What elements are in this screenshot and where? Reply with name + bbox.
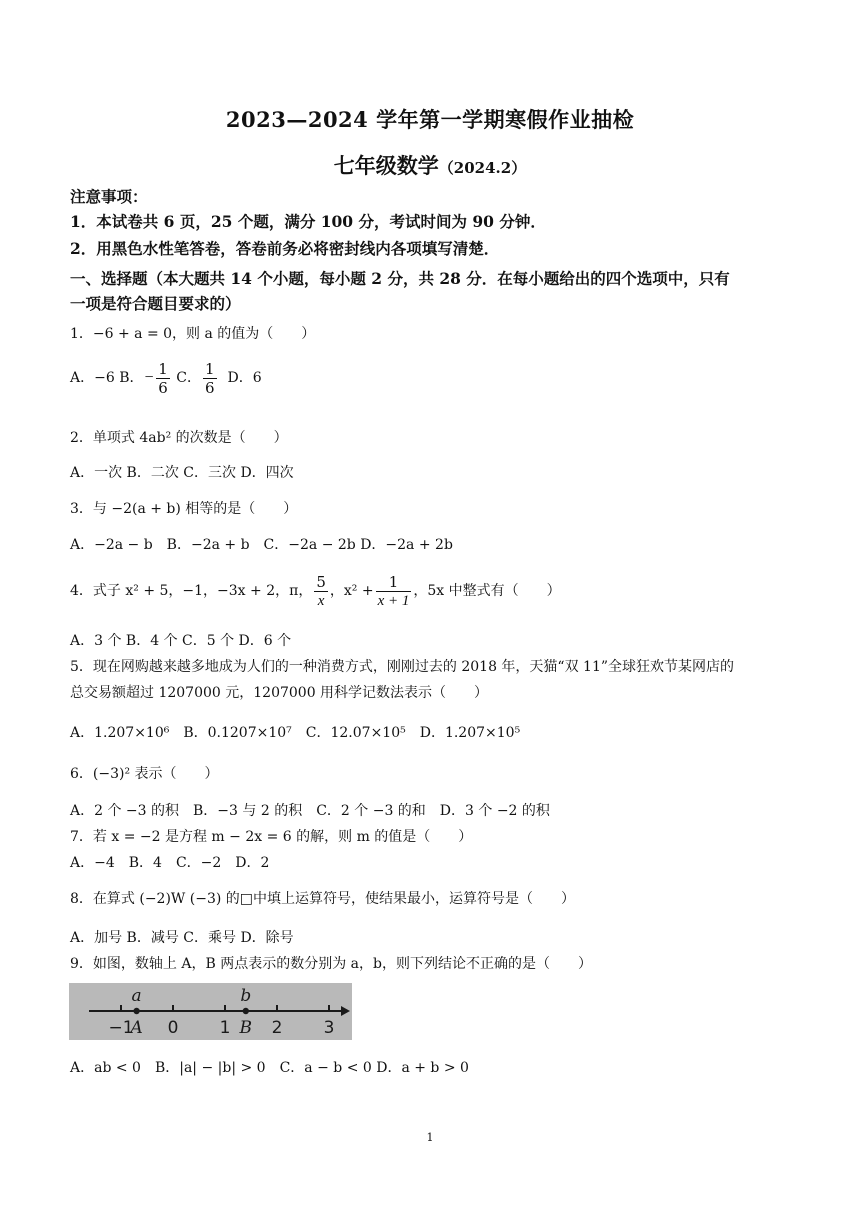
- q4-frac2-denominator: x + 1: [377, 592, 410, 609]
- point-a-dot: [133, 1008, 139, 1014]
- notice-item-2: 2．用黑色水性笔答卷，答卷前务必将密封线内各项填写清楚．: [70, 239, 500, 258]
- q1-b-denominator: 6: [158, 378, 168, 397]
- q4-frac2-numerator: 1: [376, 573, 412, 592]
- q4-stem-part-c: ，5x 中整式有（ ）: [413, 583, 561, 599]
- q4-fraction-1: [314, 573, 328, 610]
- question-9-options: A．ab < 0 B．|a| − |b| > 0 C．a − b < 0 D．a + b > 0: [70, 1060, 469, 1076]
- number-line-svg: [69, 983, 352, 1040]
- number-line-arrow: [341, 1006, 350, 1016]
- subtitle-text: 七年级数学: [333, 153, 439, 178]
- notice-item-1: 1．本试卷共 6 页，25 个题，满分 100 分，考试时间为 90 分钟．: [70, 212, 546, 231]
- section-heading-line2: 一项是符合题目要求的）: [70, 294, 241, 313]
- point-b-label: b: [240, 986, 252, 1006]
- question-9-stem: 9．如图，数轴上 A，B 两点表示的数分别为 a，b，则下列结论不正确的是（ ）: [70, 956, 592, 972]
- q1-option-a: A．−6: [70, 370, 115, 386]
- notice-heading: 注意事项：: [70, 187, 148, 206]
- section-heading-line1: 一、选择题（本大题共 14 个小题，每小题 2 分，共 28 分．在每小题给出的四个选项中，只有: [70, 269, 730, 288]
- question-8-options: A．加号 B．减号 C．乘号 D．除号: [70, 930, 294, 946]
- q4-stem-part-b: ，x² +: [329, 583, 374, 599]
- q1-option-b: B．: [119, 370, 144, 386]
- q1-b-numerator: 1: [158, 359, 168, 378]
- point-b-letter: B: [239, 1018, 253, 1038]
- q4-stem-part-a: 4．式子 x² + 5，−1，−3x + 2，π，: [70, 583, 313, 599]
- point-a-letter: A: [130, 1018, 143, 1038]
- page-subtitle: [0, 150, 860, 180]
- point-b-dot: [243, 1008, 249, 1014]
- question-6-stem: 6．(−3)² 表示（ ）: [70, 766, 219, 782]
- question-6-options: A．2 个 −3 的积 B．−3 与 2 的积 C．2 个 −3 的和 D．3 个 −2 的积: [70, 803, 550, 819]
- point-a-label: a: [131, 986, 142, 1006]
- page-title: 2023—2024 学年第一学期寒假作业抽检: [225, 107, 635, 132]
- question-3-options: A．−2a − b B．−2a + b C．−2a − 2b D．−2a + 2b: [70, 537, 453, 553]
- q1-option-c-fraction: [203, 360, 217, 397]
- question-1-options: [70, 358, 262, 398]
- number-line-tick-label: 1: [219, 1018, 231, 1038]
- question-2-stem: 2．单项式 4ab² 的次数是（ ）: [70, 430, 288, 446]
- q4-fraction-2: [376, 573, 412, 610]
- question-5-stem-line1: 5．现在网购越来越多地成为人们的一种消费方式，刚刚过去的 2018 年，天猫“双 11”全球狂欢节某网店的: [70, 659, 735, 675]
- number-line-figure: [69, 983, 352, 1040]
- question-7-stem: 7．若 x = −2 是方程 m − 2x = 6 的解，则 m 的值是（ ）: [70, 829, 473, 845]
- q1-option-c: C．: [176, 370, 202, 386]
- number-line-tick-label: 0: [167, 1018, 179, 1038]
- q1-option-b-fraction: [156, 360, 170, 397]
- q4-frac1-numerator: 5: [316, 572, 326, 591]
- question-5-options: A．1.207×10⁶ B．0.1207×10⁷ C．12.07×10⁵ D．1.207×10⁵: [70, 725, 521, 741]
- page-number: 1: [426, 1131, 434, 1144]
- number-line-tick-label: 3: [323, 1018, 335, 1038]
- question-7-options: A．−4 B．4 C．−2 D．2: [70, 855, 270, 871]
- q4-frac1-denominator: x: [317, 592, 325, 609]
- question-1-stem: 1．−6 + a = 0，则 a 的值为（ ）: [70, 326, 316, 342]
- question-4-stem: [70, 571, 561, 611]
- question-4-options: A．3 个 B．4 个 C．5 个 D．6 个: [70, 633, 292, 649]
- subtitle-date: （2024.2）: [438, 159, 527, 177]
- question-2-options: A．一次 B．二次 C．三次 D．四次: [70, 465, 294, 481]
- number-line-tick-label: −1: [108, 1018, 134, 1038]
- q1-c-denominator: 6: [205, 378, 215, 397]
- question-3-stem: 3．与 −2(a + b) 相等的是（ ）: [70, 501, 298, 517]
- q1-c-numerator: 1: [205, 359, 215, 378]
- q1-option-b-sign: −: [143, 369, 155, 386]
- question-5-stem-line2: 总交易额超过 1207000 元，1207000 用科学记数法表示（ ）: [70, 685, 489, 701]
- question-8-stem: 8．在算式 (−2)W (−3) 的□中填上运算符号，使结果最小，运算符号是（ ）: [70, 891, 575, 907]
- q1-option-d: D．6: [227, 370, 262, 386]
- number-line-tick-label: 2: [271, 1018, 283, 1038]
